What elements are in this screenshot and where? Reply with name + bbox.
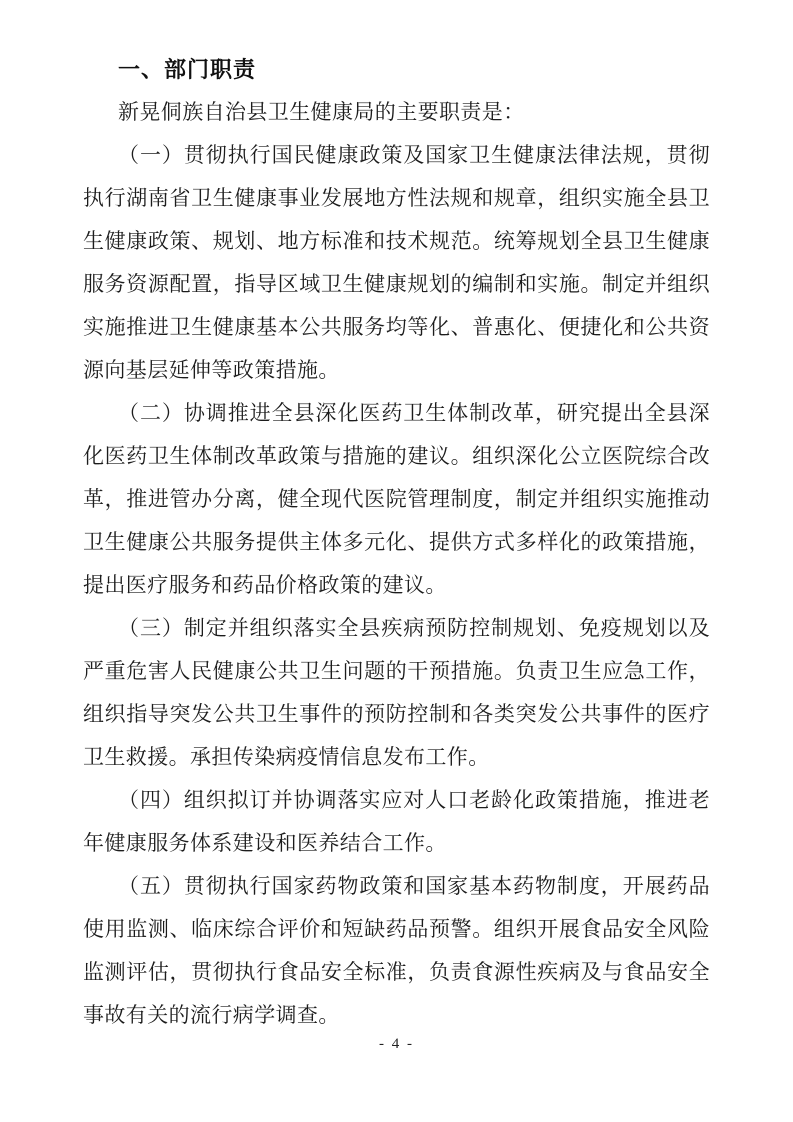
paragraph-1: （一）贯彻执行国民健康政策及国家卫生健康法律法规，贯彻执行湖南省卫生健康事业发展地方性法规和规章，组织实施全县卫生健康政策、规划、地方标准和技术规范。统筹规划全县卫生健康服务资源配置，指导区域卫生健康规划的编制和实施。制定并组织实施推进卫生健康基本公共服务均等化、普惠化、便捷化和公共资源向基层延伸等政策措施。 [83, 143, 710, 382]
page-number: - 4 - [379, 1036, 414, 1052]
section-heading: 一、部门职责 [118, 57, 257, 82]
paragraph-2: （二）协调推进全县深化医药卫生体制改革，研究提出全县深化医药卫生体制改革政策与措施的建议。组织深化公立医院综合改革，推进管办分离，健全现代医院管理制度，制定并组织实施推动卫生健康公共服务提供主体多元化、提供方式多样化的政策措施，提出医疗服务和药品价格政策的建议。 [83, 401, 710, 597]
paragraph-5: （五）贯彻执行国家药物政策和国家基本药物制度，开展药品使用监测、临床综合评价和短缺药品预警。组织开展食品安全风险监测评估，贯彻执行食品安全标准，负责食源性疾病及与食品安全事故有关的流行病学调查。 [83, 874, 710, 1027]
intro-line: 新晃侗族自治县卫生健康局的主要职责是： [118, 100, 525, 124]
paragraph-4: （四）组织拟订并协调落实应对人口老龄化政策措施，推进老年健康服务体系建设和医养结合工作。 [83, 788, 710, 855]
paragraph-3: （三）制定并组织落实全县疾病预防控制规划、免疫规划以及严重危害人民健康公共卫生问题的干预措施。负责卫生应急工作，组织指导突发公共卫生事件的预防控制和各类突发公共事件的医疗卫生救援。承担传染病疫情信息发布工作。 [83, 616, 710, 769]
document-body [83, 48, 710, 1037]
